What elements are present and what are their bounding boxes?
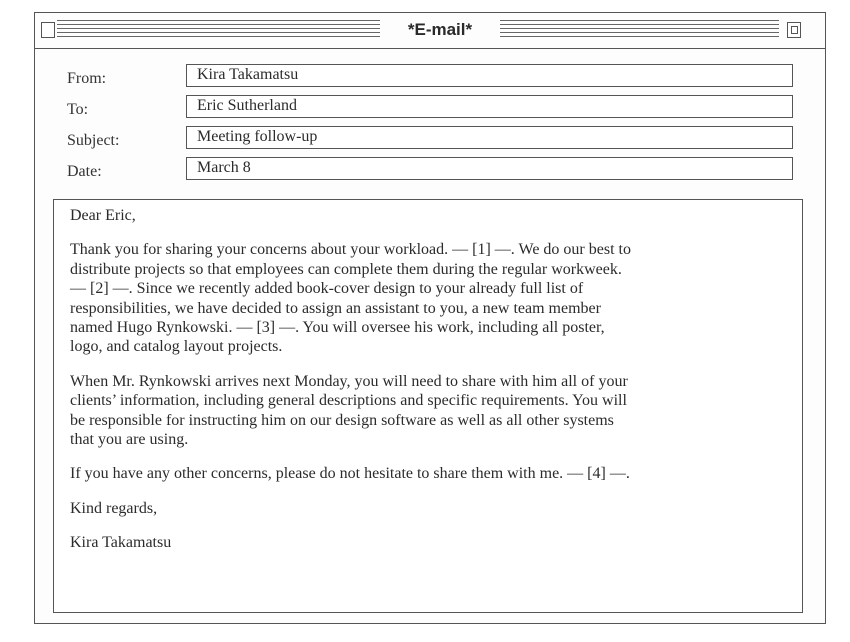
window-title: *E-mail* xyxy=(380,17,500,43)
close-box-icon[interactable] xyxy=(41,22,55,38)
zoom-box-icon[interactable] xyxy=(787,22,801,38)
to-label: To: xyxy=(67,101,89,118)
closing: Kind regards, xyxy=(70,499,158,517)
from-field[interactable]: Kira Takamatsu xyxy=(186,64,793,87)
paragraph-3: If you have any other concerns, please do not hesitate to share them with me. — [4] —. xyxy=(70,465,630,483)
email-window xyxy=(34,12,826,624)
signature: Kira Takamatsu xyxy=(70,534,172,552)
paragraph-2: When Mr. Rynkowski arrives next Monday, you will need to share with him all of your clients’ information, including general descriptions and specific requirements. You will be responsible for instructing him on our design software as well as all other systems that you are using. xyxy=(70,372,628,449)
date-label: Date: xyxy=(67,163,102,180)
subject-field[interactable]: Meeting follow-up xyxy=(186,126,793,149)
greeting: Dear Eric, xyxy=(70,207,136,224)
to-field[interactable]: Eric Sutherland xyxy=(186,95,793,118)
subject-label: Subject: xyxy=(67,132,120,149)
message-body[interactable] xyxy=(53,199,803,613)
title-bar[interactable] xyxy=(35,13,825,49)
from-label: From: xyxy=(67,70,107,87)
title-bar-stripes-left xyxy=(57,20,407,40)
title-bar-stripes-right xyxy=(495,20,779,40)
date-field[interactable]: March 8 xyxy=(186,157,793,180)
paragraph-1: Thank you for sharing your concerns about your workload. — [1] —. We do our best to distribute projects so that employees can complete them during the regular workweek. — [2] —. Since we recently added book-cover design to your already full list of responsibilities, we have decided to assign an assistant to you, a new team member named Hugo Rynkowski. — [3] —. You will oversee his work, including all poster, logo, and catalog layout projects. xyxy=(70,241,631,356)
